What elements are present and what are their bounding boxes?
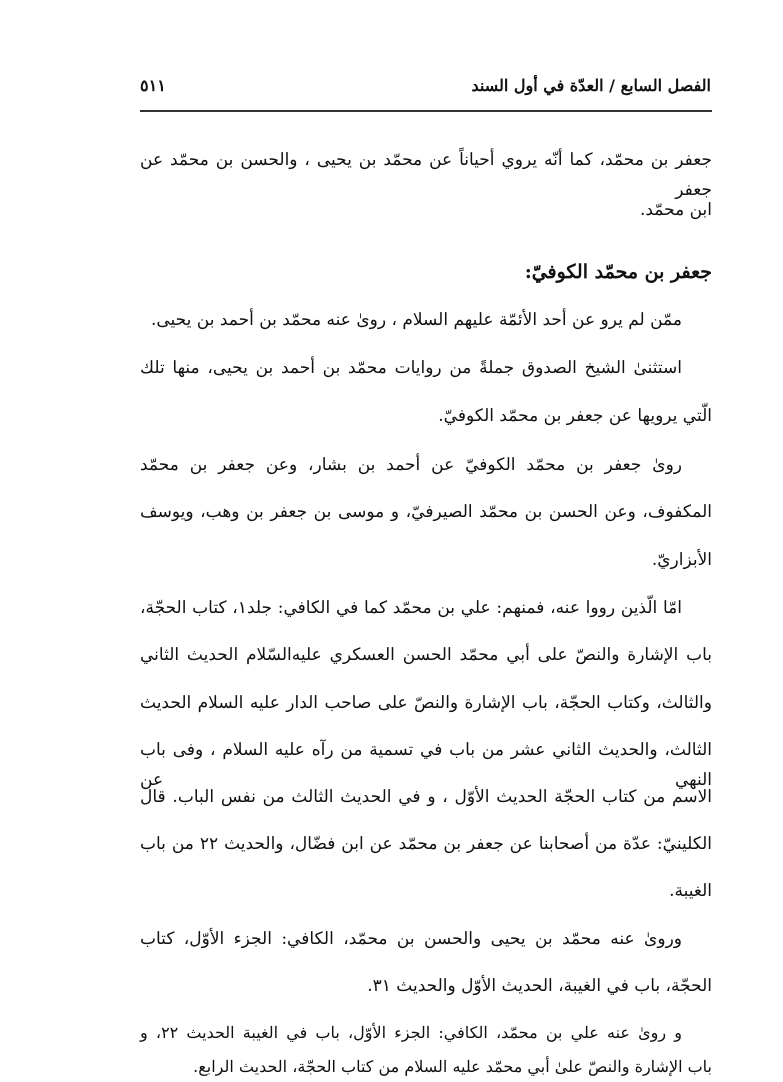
text-line: ممّن لم يرو عن أحد الأئمّة عليهم السلام ، روىٰ عنه محمّد بن أحمد بن يحيى.: [150, 310, 682, 330]
text-line: الّتي يرويها عن جعفر بن محمّد الكوفيّ.: [438, 406, 712, 426]
text-line: المكفوف، وعن الحسن بن محمّد الصيرفيّ، و موسى بن جعفر بن وهب، ويوسف: [140, 502, 712, 522]
text-line: استثنىٰ الشيخ الصدوق جملةً من روايات محمّد بن أحمد بن يحيى، منها تلك: [140, 358, 682, 378]
text-line: امّا الّذين رووا عنه، فمنهم: علي بن محمّد كما في الكافي: جلد١، كتاب الحجّة،: [140, 598, 682, 618]
text-line: الأبزاريّ.: [651, 550, 712, 570]
text-line: والثالث، وكتاب الحجّة، باب الإشارة والنصّ على صاحب الدار عليه السلام الحديث: [140, 693, 712, 713]
text-line: وروىٰ عنه محمّد بن يحيى والحسن بن محمّد، الكافي: الجزء الأوّل، كتاب: [140, 929, 682, 949]
running-header-title: الفصل السابع / العدّة في أول السند: [471, 76, 711, 95]
text-line: الحجّة، باب في الغيبة، الحديث الأوّل والحديث ٣١.: [367, 976, 712, 996]
text-line: و روىٰ عنه علي بن محمّد، الكافي: الجزء الأوّل، باب في الغيبة الحديث ٢٢، و: [140, 1023, 682, 1042]
section-heading: جعفر بن محمّد الكوفيّ:: [524, 261, 712, 283]
text-line: باب الإشارة والنصّ علىٰ أبي محمّد عليه السلام من كتاب الحجّة، الحديث الرابع.: [193, 1057, 712, 1076]
text-line: باب الإشارة والنصّ على أبي محمّد الحسن العسكري عليه‌السّلام الحديث الثاني: [140, 645, 712, 665]
text-line: الثالث، والحديث الثاني عشر من باب في تسمية من رآه عليه السلام ، وفى باب النهي عن: [140, 740, 712, 790]
text-line: الكلينيّ: عدّة من أصحابنا عن جعفر بن محمّد عن ابن فضّال، والحديث ٢٢ من باب: [140, 834, 712, 854]
text-line: ابن محمّد.: [639, 200, 712, 220]
text-line: جعفر بن محمّد، كما أنّه يروي أحياناً عن محمّد بن يحيى ، والحسن بن محمّد عن جعفر: [140, 150, 712, 200]
text-line: الغيبة.: [669, 881, 712, 901]
text-line: الاسم من كتاب الحجّة الحديث الأوّل ، و في الحديث الثالث من نفس الباب. قال: [140, 787, 712, 807]
header-rule: [140, 110, 712, 112]
text-line: روىٰ جعفر بن محمّد الكوفيّ عن أحمد بن بشار، وعن جعفر بن محمّد: [140, 455, 682, 475]
page-number: ٥١١: [140, 76, 166, 95]
